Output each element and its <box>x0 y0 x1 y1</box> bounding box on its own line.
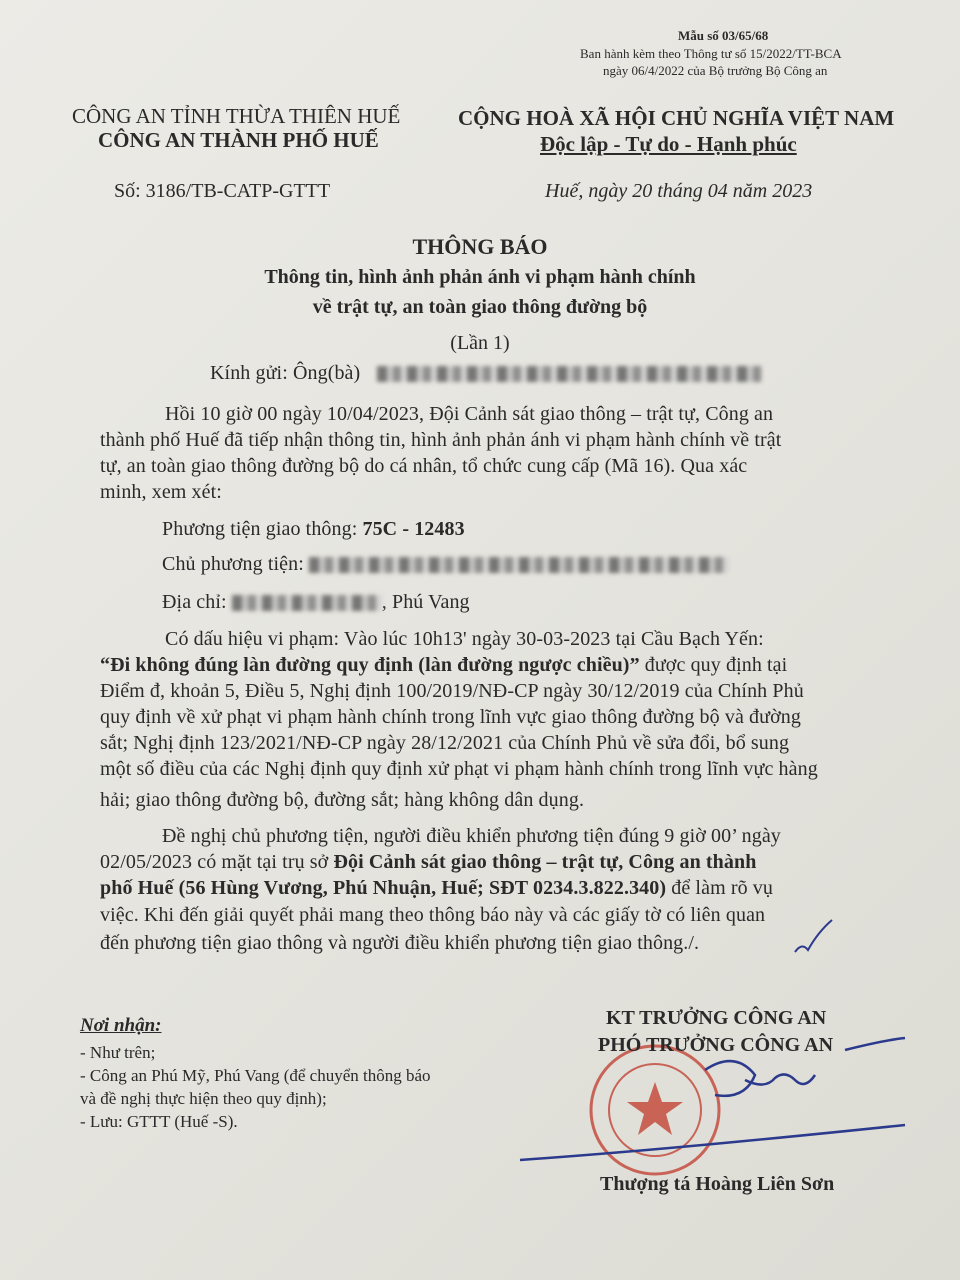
violation-line: một số điều của các Nghị định quy định xử phạt vi phạm hành chính trong lĩnh vực hàng <box>100 758 818 780</box>
signer-name: Thượng tá Hoàng Liên Sơn <box>600 1173 835 1195</box>
redacted-address <box>232 595 382 611</box>
document-subtitle-2: về trật tự, an toàn giao thông đường bộ <box>312 296 648 318</box>
redacted-owner <box>309 557 729 573</box>
receiver-item: - Như trên; <box>80 1043 156 1062</box>
address-suffix: , Phú Vang <box>381 591 470 613</box>
violation-line <box>100 654 787 677</box>
address-line <box>162 591 470 614</box>
office-name: Đội Cảnh sát giao thông – trật tự, Công an thành <box>333 851 757 873</box>
request-date: 02/05/2023 có mặt tại trụ sở <box>100 851 334 873</box>
paragraph-1-line: tự, an toàn giao thông đường bộ do cá nhân, tổ chức cung cấp (Mã 16). Qua xác <box>100 455 748 477</box>
license-plate: 75C - 12483 <box>362 518 465 540</box>
place-date: Huế, ngày 20 tháng 04 năm 2023 <box>545 180 813 202</box>
document-subtitle-1: Thông tin, hình ảnh phản ánh vi phạm hành chính <box>264 266 696 288</box>
violation-description: “Đi không đúng làn đường quy định (làn đường ngược chiều)” <box>100 654 640 676</box>
signature-title-2: PHÓ TRƯỞNG CÔNG AN <box>598 1034 834 1056</box>
form-number: Mẫu số 03/65/68 <box>678 28 769 43</box>
national-motto: Độc lập - Tự do - Hạnh phúc <box>540 132 797 156</box>
paragraph-1-line: Hồi 10 giờ 00 ngày 10/04/2023, Đội Cảnh sát giao thông – trật tự, Công an <box>165 403 774 425</box>
document-number: Số: 3186/TB-CATP-GTTT <box>114 180 331 202</box>
request-line <box>100 877 773 900</box>
handwritten-signature <box>515 1030 915 1170</box>
form-issued-line2: ngày 06/4/2022 của Bộ trưởng Bộ Công an <box>603 63 828 78</box>
agency-name: CÔNG AN THÀNH PHỐ HUẾ <box>98 128 379 152</box>
violation-line: hải; giao thông đường bộ, đường sắt; hàng không dân dụng. <box>100 789 585 811</box>
recipient-line <box>210 362 762 385</box>
request-line: Đề nghị chủ phương tiện, người điều khiển phương tiện đúng 9 giờ 00’ ngày <box>162 825 781 847</box>
vehicle-label: Phương tiện giao thông: <box>162 518 363 540</box>
violation-line: sắt; Nghị định 123/2021/NĐ-CP ngày 28/12/2021 của Chính Phủ về sửa đổi, bổ sung <box>100 732 790 754</box>
owner-label: Chủ phương tiện: <box>162 553 304 575</box>
request-line: đến phương tiện giao thông và người điều khiển phương tiện giao thông./. <box>100 932 700 954</box>
recipient-label: Kính gửi: Ông(bà) <box>210 362 361 384</box>
form-issued-line1: Ban hành kèm theo Thông tư số 15/2022/TT-BCA <box>580 46 842 61</box>
ink-tick-mark <box>790 912 840 962</box>
signature-title-1: KT TRƯỞNG CÔNG AN <box>606 1007 827 1029</box>
violation-line: quy định về xử phạt vi phạm hành chính trong lĩnh vực giao thông đường bộ và đường <box>100 706 801 728</box>
office-address: phố Huế (56 Hùng Vương, Phú Nhuận, Huế; SĐT 0234.3.822.340) <box>100 877 667 899</box>
redacted-name <box>377 366 762 382</box>
paragraph-1-line: minh, xem xét: <box>100 481 222 503</box>
vehicle-line <box>162 518 465 541</box>
request-line: việc. Khi đến giải quyết phải mang theo thông báo này và các giấy tờ có liên quan <box>100 904 766 926</box>
republic-title: CỘNG HOÀ XÃ HỘI CHỦ NGHĨA VIỆT NAM <box>458 106 895 130</box>
paragraph-1-line: thành phố Huế đã tiếp nhận thông tin, hình ảnh phản ánh vi phạm hành chính về trật <box>100 429 782 451</box>
violation-ref: được quy định tại <box>639 654 788 676</box>
request-purpose: để làm rõ vụ <box>666 877 773 899</box>
receiver-item: và đề nghị thực hiện theo quy định); <box>80 1089 327 1108</box>
document-title: THÔNG BÁO <box>412 234 548 259</box>
receivers-heading: Nơi nhận: <box>80 1015 162 1036</box>
owner-line <box>162 553 729 576</box>
receiver-item: - Công an Phú Mỹ, Phú Vang (để chuyển thông báo <box>80 1066 431 1085</box>
notice-count: (Lần 1) <box>450 332 510 354</box>
request-line <box>100 851 756 874</box>
agency-parent: CÔNG AN TỈNH THỪA THIÊN HUẾ <box>72 104 401 128</box>
receiver-item: - Lưu: GTTT (Huế -S). <box>80 1112 238 1131</box>
violation-line: Điểm đ, khoản 5, Điều 5, Nghị định 100/2019/NĐ-CP ngày 30/12/2019 của Chính Phủ <box>100 680 804 702</box>
address-label: Địa chỉ: <box>162 591 232 613</box>
violation-line: Có dấu hiệu vi phạm: Vào lúc 10h13' ngày 30-03-2023 tại Cầu Bạch Yến: <box>165 628 764 650</box>
